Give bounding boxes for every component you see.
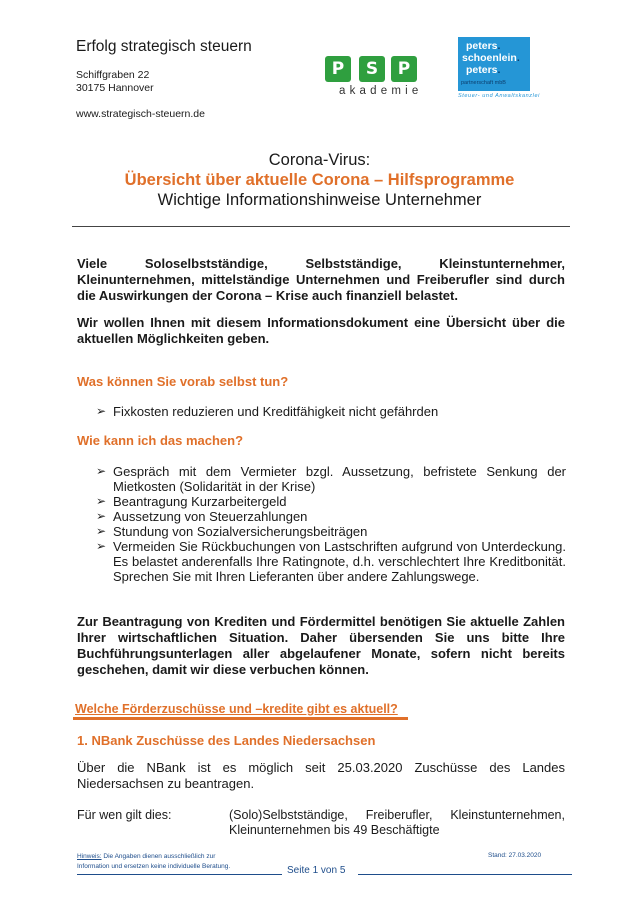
- list-item: ➢ Aussetzung von Steuerzahlungen: [96, 509, 308, 524]
- title-subtitle: Wichtige Informationshinweise Unternehmer: [157, 191, 482, 209]
- partner-logo-line1: peters: [466, 40, 498, 52]
- website: www.strategisch-steuern.de: [76, 108, 205, 120]
- footer-note: [77, 852, 230, 872]
- nbank-paragraph: Über die NBank ist es möglich seit 25.03.2020 Zuschüsse des Landes Niedersachsen zu beantragen.: [77, 760, 565, 791]
- section-heading-funding: Welche Förderzuschüsse und –kredite gibt es aktuell?: [75, 702, 398, 716]
- street: Schiffgraben 22: [76, 69, 150, 81]
- logo-letter: P: [325, 56, 351, 82]
- footer-note-line1: Die Angaben dienen ausschließlich zur: [101, 853, 216, 860]
- how-list: [96, 464, 566, 584]
- arrow-bullet-icon: ➢: [96, 509, 107, 523]
- arrow-bullet-icon: ➢: [96, 539, 107, 553]
- logo-subtitle: akademie: [339, 85, 423, 97]
- logo-letter: P: [391, 56, 417, 82]
- firm-address: [76, 69, 154, 94]
- intro-paragraph-1: Viele Soloselbstständige, Selbstständige, Kleinstunternehmer, Kleinunternehmen, mittelständige Unternehmen und Freiberufler sind durch die Auswirkungen der Corona – Krise auch finanziell belastet.: [77, 256, 565, 303]
- arrow-bullet-icon: ➢: [96, 464, 107, 478]
- page-title: Übersicht über aktuelle Corona – Hilfsprogramme: [124, 171, 515, 189]
- footer-note-label: Hinweis:: [77, 853, 102, 860]
- logo-letter: S: [359, 56, 385, 82]
- page-number: Seite 1 von 5: [287, 865, 346, 876]
- firm-name: Erfolg strategisch steuern: [76, 38, 252, 55]
- psp-akademie-logo: [325, 56, 450, 101]
- partner-logo: peters. schoenlein. peters. partnerschaft mbB: [458, 37, 530, 91]
- arrow-bullet-icon: ➢: [96, 494, 107, 508]
- footer-line-left: [77, 874, 282, 875]
- list-item: ➢ Fixkosten reduzieren und Kreditfähigkeit nicht gefährden: [96, 404, 439, 419]
- partner-tagline: Steuer- und Anwaltskanzlei: [458, 93, 540, 99]
- title-line1: Corona-Virus:: [268, 151, 371, 169]
- footer-date: Stand: 27.03.2020: [488, 852, 542, 859]
- section-heading-self-help: Was können Sie vorab selbst tun?: [77, 374, 289, 389]
- intro-paragraph-2: Wir wollen Ihnen mit diesem Informationsdokument eine Übersicht über die aktuellen Möglichkeiten geben.: [77, 315, 565, 346]
- eligibility-label: Für wen gilt dies:: [77, 808, 172, 822]
- footer-line-right: [358, 874, 572, 875]
- title-divider: [72, 226, 570, 227]
- partner-logo-line2: schoenlein: [462, 52, 517, 64]
- section-underline: [73, 717, 408, 720]
- self-help-list: [96, 404, 566, 419]
- arrow-bullet-icon: ➢: [96, 524, 107, 538]
- list-item: ➢ Beantragung Kurzarbeitergeld: [96, 494, 287, 509]
- city: 30175 Hannover: [76, 81, 154, 94]
- arrow-bullet-icon: ➢: [96, 404, 107, 418]
- sub-heading-nbank: 1. NBank Zuschüsse des Landes Niedersachsen: [77, 733, 376, 748]
- closing-paragraph: Zur Beantragung von Krediten und Fördermittel benötigen Sie aktuelle Zahlen Ihrer wirtschaftlichen Situation. Daher übersenden Sie uns bitte Ihre Buchführungsunterlagen aller abgelaufener Monate, sofern nicht bereits geschehen, damit wir diese verbuchen können.: [77, 614, 565, 677]
- eligibility-value: (Solo)Selbstständige, Freiberufler, Kleinstunternehmen, Kleinunternehmen bis 49 Beschäftigte: [229, 808, 565, 837]
- section-heading-how: Wie kann ich das machen?: [77, 433, 244, 448]
- partner-logo-line3: peters: [466, 64, 498, 76]
- partner-logo-line4: partnerschaft mbB: [461, 80, 506, 86]
- list-item: ➢ Stundung von Sozialversicherungsbeiträgen: [96, 524, 368, 539]
- list-item: ➢ Vermeiden Sie Rückbuchungen von Lastschriften aufgrund von Unterdeckung. Es belastet anderenfalls Ihre Ratingnote, d.h. verschlechtert Ihre Kreditbonität. Sprechen Sie mit Ihren Lieferanten über andere Zahlungswege.: [96, 539, 566, 584]
- list-item: ➢ Gespräch mit dem Vermieter bzgl. Aussetzung, befristete Senkung der Mietkosten (Solidarität in der Krise): [96, 464, 566, 494]
- footer-note-line2: Information und ersetzen keine individuelle Beratung.: [77, 863, 231, 870]
